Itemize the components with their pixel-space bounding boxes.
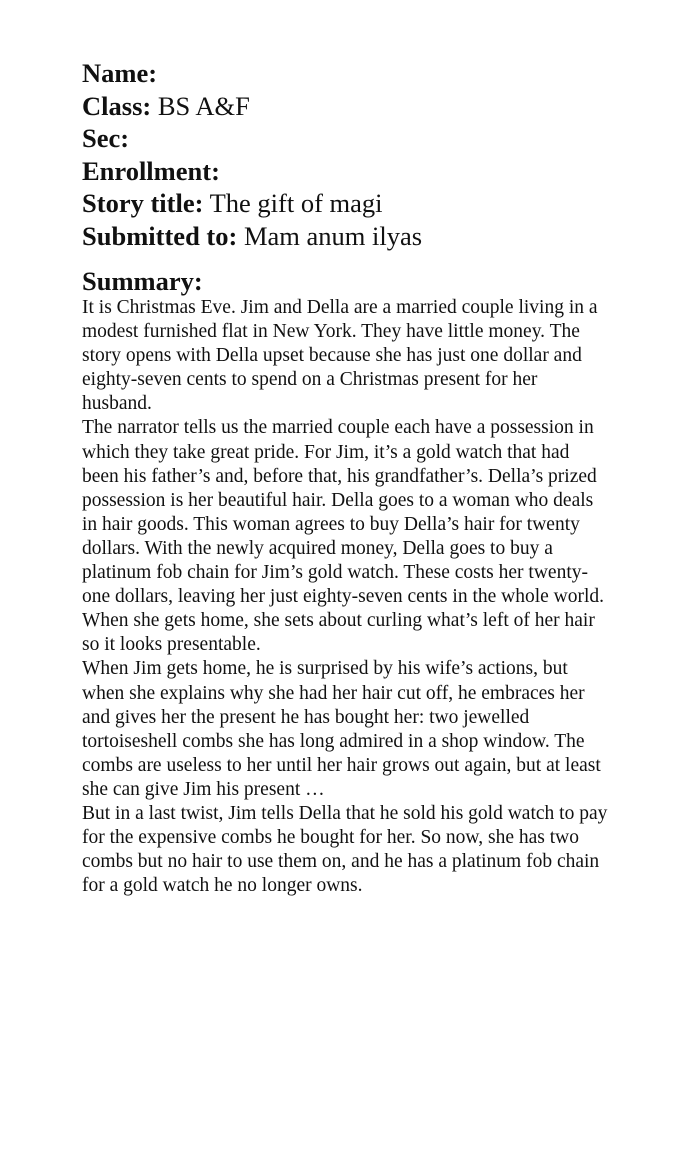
class-line	[82, 90, 610, 123]
submitted-to-line	[82, 220, 610, 253]
enrollment-label: Enrollment:	[82, 155, 220, 186]
name-line	[82, 57, 610, 90]
sec-label: Sec:	[82, 123, 130, 153]
class-value: BS A&F	[157, 90, 250, 121]
summary-paragraph: It is Christmas Eve. Jim and Della are a married couple living in a modest furnished flat in New York. They have little money. The story opens with Della upset because she has just one dollar and eighty-seven cents to spend on a Christmas present for her husband.	[82, 297, 598, 415]
enrollment-line	[82, 155, 610, 188]
summary-paragraph: The narrator tells us the married couple each have a possession in which they take great pride. For Jim, it’s a gold watch that had been his father’s and, before that, his grandfather’s. Della’s prized possession is her beautiful hair. Della goes to a woman who deals in hair goods. This woman agrees to buy Della’s hair for twenty dollars. With the newly acquired money, Della goes to buy a platinum fob chain for Jim’s gold watch. These costs her twenty-one dollars, leaving her just eighty-seven cents in the whole world. When she gets home, she sets about curling what’s left of her hair so it looks presentable.	[82, 417, 605, 656]
sec-line	[82, 122, 610, 155]
summary-heading: Summary:	[82, 266, 203, 296]
story-title-line	[82, 187, 610, 220]
story-title-label: Story title:	[82, 188, 204, 218]
document-page	[82, 57, 610, 898]
summary-paragraph: When Jim gets home, he is surprised by his wife’s actions, but when she explains why she had her hair cut off, he embraces her and gives her the present he has bought her: two jewelled tortoiseshell combs she has long admired in a shop window. The combs are useless to her until her hair grows out again, but at least she can give Jim his present …	[82, 658, 601, 800]
submitted-to-value: Mam anum ilyas	[243, 220, 423, 251]
class-label: Class:	[82, 90, 152, 121]
summary-paragraph: But in a last twist, Jim tells Della that he sold his gold watch to pay for the expensive combs he bought for her. So now, she has two combs but no hair to use them on, and he has a platinum fob chain for a gold watch he no longer owns.	[82, 802, 608, 897]
name-label: Name:	[82, 58, 158, 88]
summary-body	[82, 296, 610, 898]
submitted-to-label: Submitted to:	[82, 220, 238, 251]
story-title-value: The gift of magi	[209, 188, 383, 218]
